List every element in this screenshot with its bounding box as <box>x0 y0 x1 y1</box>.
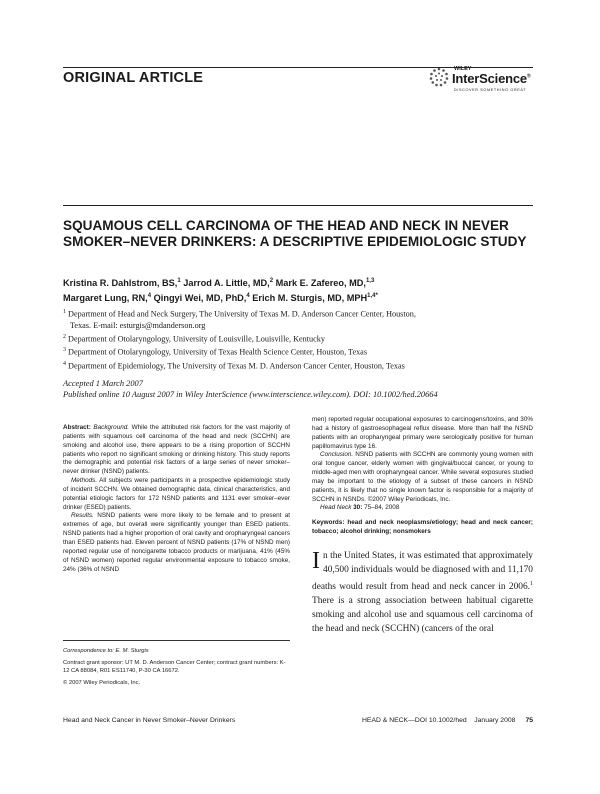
footnote-rule <box>63 640 290 641</box>
abstract-background: Abstract: Background. While the attributed risk factors for the vast majority of patients with squamous cell carcinoma of the head and neck (SCCHN) are smoking and alcohol use, there appears to be a rising proportion of SCCHN patients who report no significant smoking or drinking history. This study reports the demographic and potential risk factors of a large series of never smoker–never drinker (NSND) patients. <box>63 424 290 476</box>
abstract-conclusion: Conclusion. NSND patients with SCCHN are commonly young women with oral tongue cancer, elderly women with gingival/buccal cancer, or young to middle-aged men with oropharyngeal cancer. While several exposures studied may be important to the etiology of a subset of these cancers in NSND patients, it is likely that no single known factor is responsible for a majority of SCCHN in NSNDs. ©2007 Wiley Periodicals, Inc. <box>312 451 533 503</box>
keywords: Keywords: head and neck neoplasms/etiology; head and neck cancer; tobacco; alcohol drinking; nonsmokers <box>312 519 533 536</box>
abstract-results-continued: men) reported regular occupational exposures to carcinogens/toxins, and 30% had a history of gastroesophageal reflux disease. More than half the NSND patients with an oropharyngeal primary were serologically positive for human papillomavirus type 16. <box>312 416 533 450</box>
copyright-notice: © 2007 Wiley Periodicals, Inc. <box>63 680 141 686</box>
drop-cap: I <box>312 548 320 574</box>
footnotes <box>63 647 290 691</box>
article-title: SQUAMOUS CELL CARCINOMA OF THE HEAD AND NECK IN NEVER SMOKER–NEVER DRINKERS: A DESCRIPTIVE EPIDEMIOLOGIC STUDY <box>63 218 527 249</box>
abstract-methods: Methods. All subjects were participants in a prospective epidemiologic study of incident SCCHN. We obtained demographic data, clinical characteristics, and potential etiologic factors for 172 NSND patients and 1131 ever smoker–ever drinker (ESED) patients. <box>63 477 290 511</box>
author: Jarrod A. Little, MD,$^2$ <box>180 278 274 289</box>
abstract-citation: Head Neck 30: 75–84, 2008 <box>320 504 400 512</box>
abstract-results: Results. NSND patients were more likely to be female and to present at extremes of age, but overall were significantly younger than ESED patients. NSND patients had a higher proportion of oral cavity and oropharyngeal cancers than ESED patients had. Eleven percent of NSND patients (17% of NSND men) reported regular use of noncigarette tobacco products or marijuana, 41% (45% of NSND women) reported regular environmental exposure to tobacco smoke, 24% (36% of NSND <box>63 512 290 573</box>
affiliation: $^1$ Department of Head and Neck Surgery, The University of Texas M. D. Anderson Cancer Center, Houston, <box>63 309 416 319</box>
logo-wiley: WILEY <box>454 66 472 72</box>
affiliation: $^3$ Department of Otolaryngology, University of Texas Health Science Center, Houston, Texas <box>63 347 368 357</box>
title-rule <box>63 205 533 206</box>
author: Erich M. Sturgis, MD, $MPH^{1,4*}$ <box>249 293 378 304</box>
accepted-date: Accepted 1 March 2007 <box>63 379 143 388</box>
author: Qingyi Wei, MD, PhD,$^4$ <box>151 293 250 304</box>
affiliation-continued: Texas. E-mail: esturgis@mdanderson.org <box>70 321 206 331</box>
author-list <box>63 275 533 305</box>
correspondence: Correspondence to: E. M. Sturgis <box>63 648 149 654</box>
abstract-left-column <box>63 424 290 574</box>
globe-icon <box>428 66 450 88</box>
logo-tagline: DISCOVER SOMETHING GREAT <box>454 88 527 92</box>
journal-footer: HEAD & NECK—DOI 10.1002/hed January 2008 75 <box>362 717 533 724</box>
published-info: Published online 10 August 2007 in Wiley InterScience (www.interscience.wiley.com). DOI: 10.1002/hed.20664 <box>63 390 438 399</box>
affiliation: $^4$ Department of Epidemiology, The University of Texas M. D. Anderson Cancer Center, Houston, Texas <box>63 360 405 371</box>
affiliation: $^2$ Department of Otolaryngology, University of Louisville, Louisville, Kentucky <box>63 333 325 344</box>
author: Kristina R. Dahlstrom, BS,$^1$ <box>63 278 181 289</box>
body-text: In the United States, it was estimated that approximately 40,500 individuals would be diagnosed with and 11,170 deaths would result from head and neck cancer in 2006.$^1$ There is a strong association between habitual cigarette smoking and alcohol use and squamous cell carcinoma of the head and neck (SCCHN) (cancers of the oral <box>312 548 533 634</box>
page-number: 75 <box>525 717 533 724</box>
running-title: Head and Neck Cancer in Never Smoker–Never Drinkers <box>63 717 236 724</box>
article-type: ORIGINAL ARTICLE <box>63 70 204 86</box>
logo-wordmark: InterScience® <box>452 71 531 86</box>
grant-info: Contract grant sponsor: UT M. D. Anderson Cancer Center; contract grant numbers: K-12 CA 88084, R01 ES11740, P-30 CA 16672. <box>63 660 286 674</box>
affiliations <box>63 307 533 372</box>
abstract-right-column <box>312 416 533 537</box>
publisher-logo <box>428 66 538 102</box>
author: Margaret Lung, RN,$^4$ <box>63 293 152 304</box>
publication-dates <box>63 378 533 400</box>
author: Mark E. Zafereo, MD,$^{1,3}$ <box>273 278 375 289</box>
